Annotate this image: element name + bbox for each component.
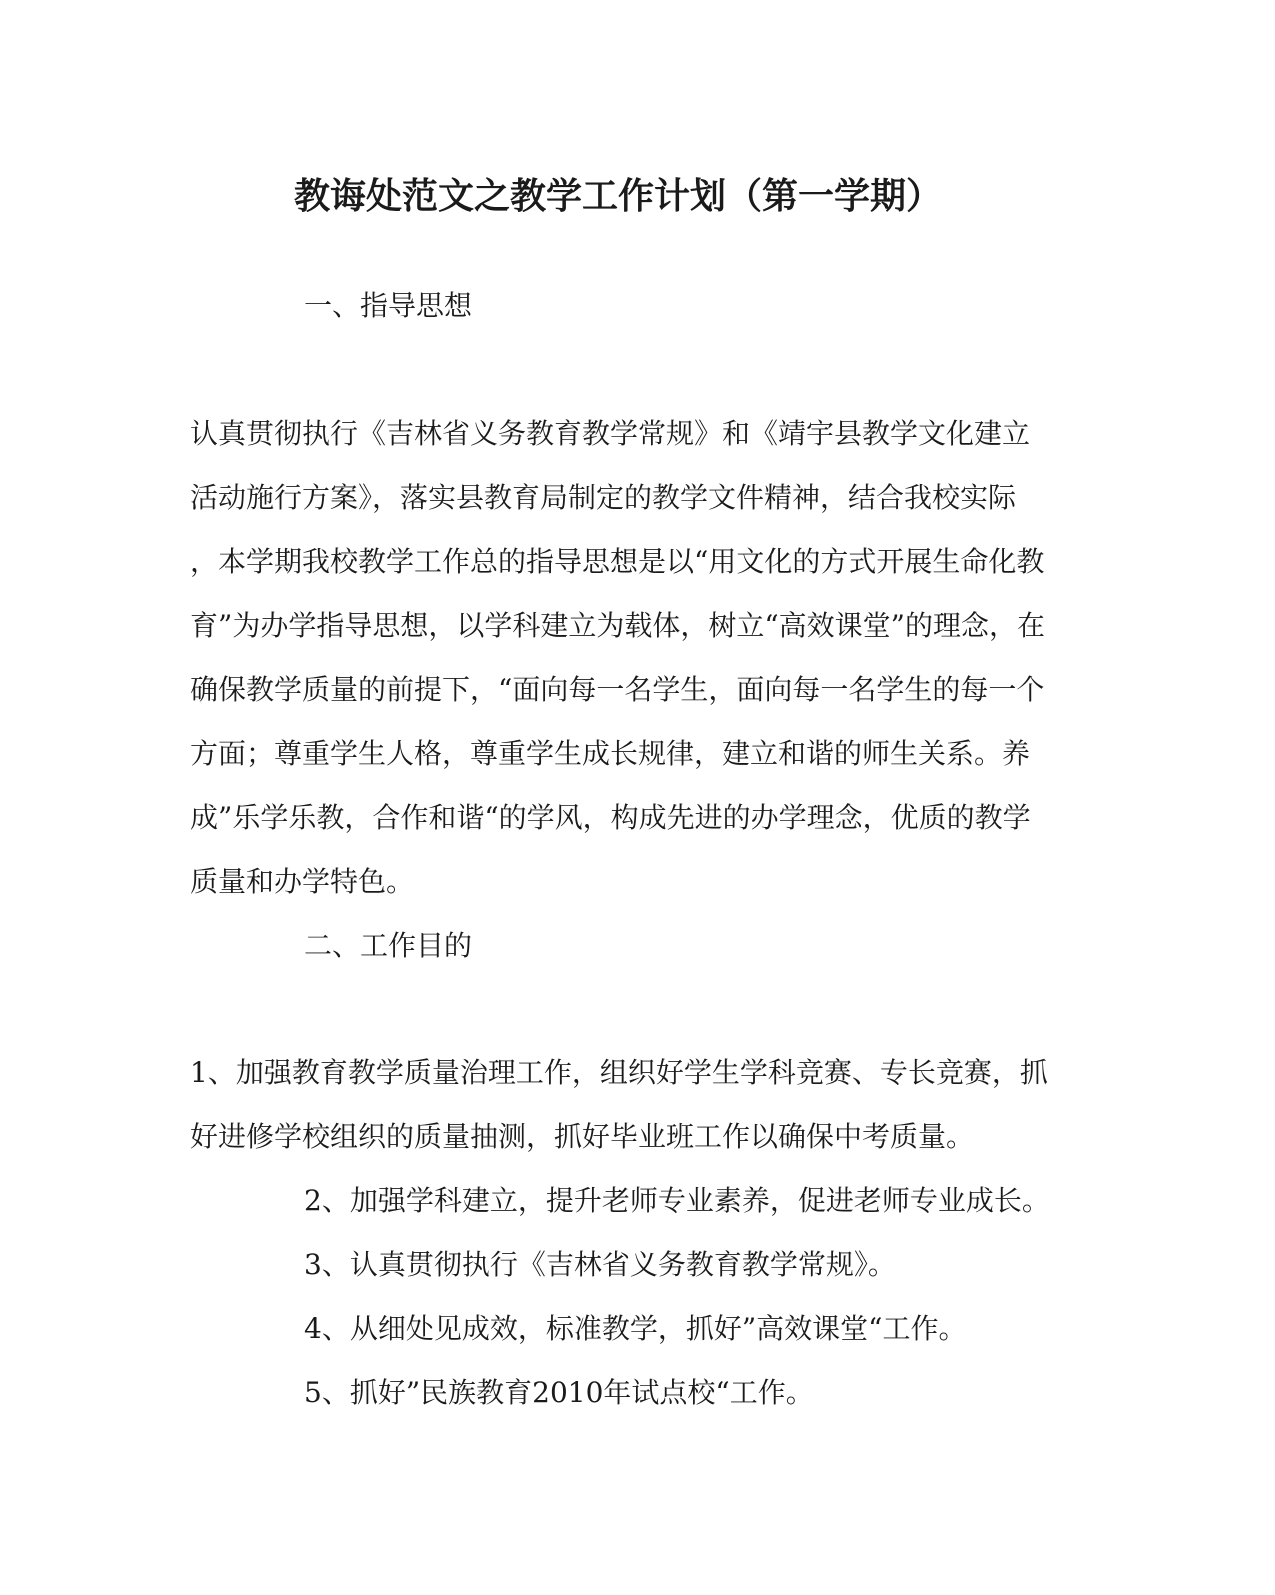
paragraph-line: 活动施行方案》，落实县教育局制定的教学文件精神，结合我校实际 [190,481,1017,514]
goal-item-4: 4、从细处见成效，标准教学，抓好”高效课堂“工作。 [304,1312,967,1345]
paragraph-line: 成”乐学乐教，合作和谐“的学风，构成先进的办学理念，优质的教学 [190,801,1031,834]
section-heading-guiding-thought: 一、指导思想 [304,289,473,322]
paragraph-line: 好进修学校组织的质量抽测，抓好毕业班工作以确保中考质量。 [190,1120,975,1153]
document-title: 教诲处范文之教学工作计划（第一学期） [293,175,942,217]
goal-item-5: 5、抓好”民族教育2010年试点校“工作。 [304,1376,814,1409]
goal-item-1 [190,1041,1070,1169]
goal-item-3: 3、认真贯彻执行《吉林省义务教育教学常规》。 [304,1248,896,1281]
paragraph-line: 1、加强教育教学质量治理工作，组织好学生学科竞赛、专长竞赛，抓 [190,1056,1048,1089]
paragraph-line: ，本学期我校教学工作总的指导思想是以“用文化的方式开展生命化教 [190,545,1045,578]
paragraph-line: 质量和办学特色。 [190,865,415,898]
paragraph-line: 方面；尊重学生人格，尊重学生成长规律，建立和谐的师生关系。养 [190,737,1031,770]
goal-item-2: 2、加强学科建立，提升老师专业素养，促进老师专业成长。 [304,1184,1050,1217]
paragraph-line: 认真贯彻执行《吉林省义务教育教学常规》和《靖宇县教学文化建立 [190,417,1031,450]
paragraph-line: 确保教学质量的前提下，“面向每一名学生，面向每一名学生的每一个 [190,673,1045,706]
paragraph-line: 育”为办学指导思想，以学科建立为载体，树立“高效课堂”的理念，在 [190,609,1045,642]
section-paragraph-guiding-thought [190,402,1070,914]
section-heading-work-goals: 二、工作目的 [304,929,473,962]
